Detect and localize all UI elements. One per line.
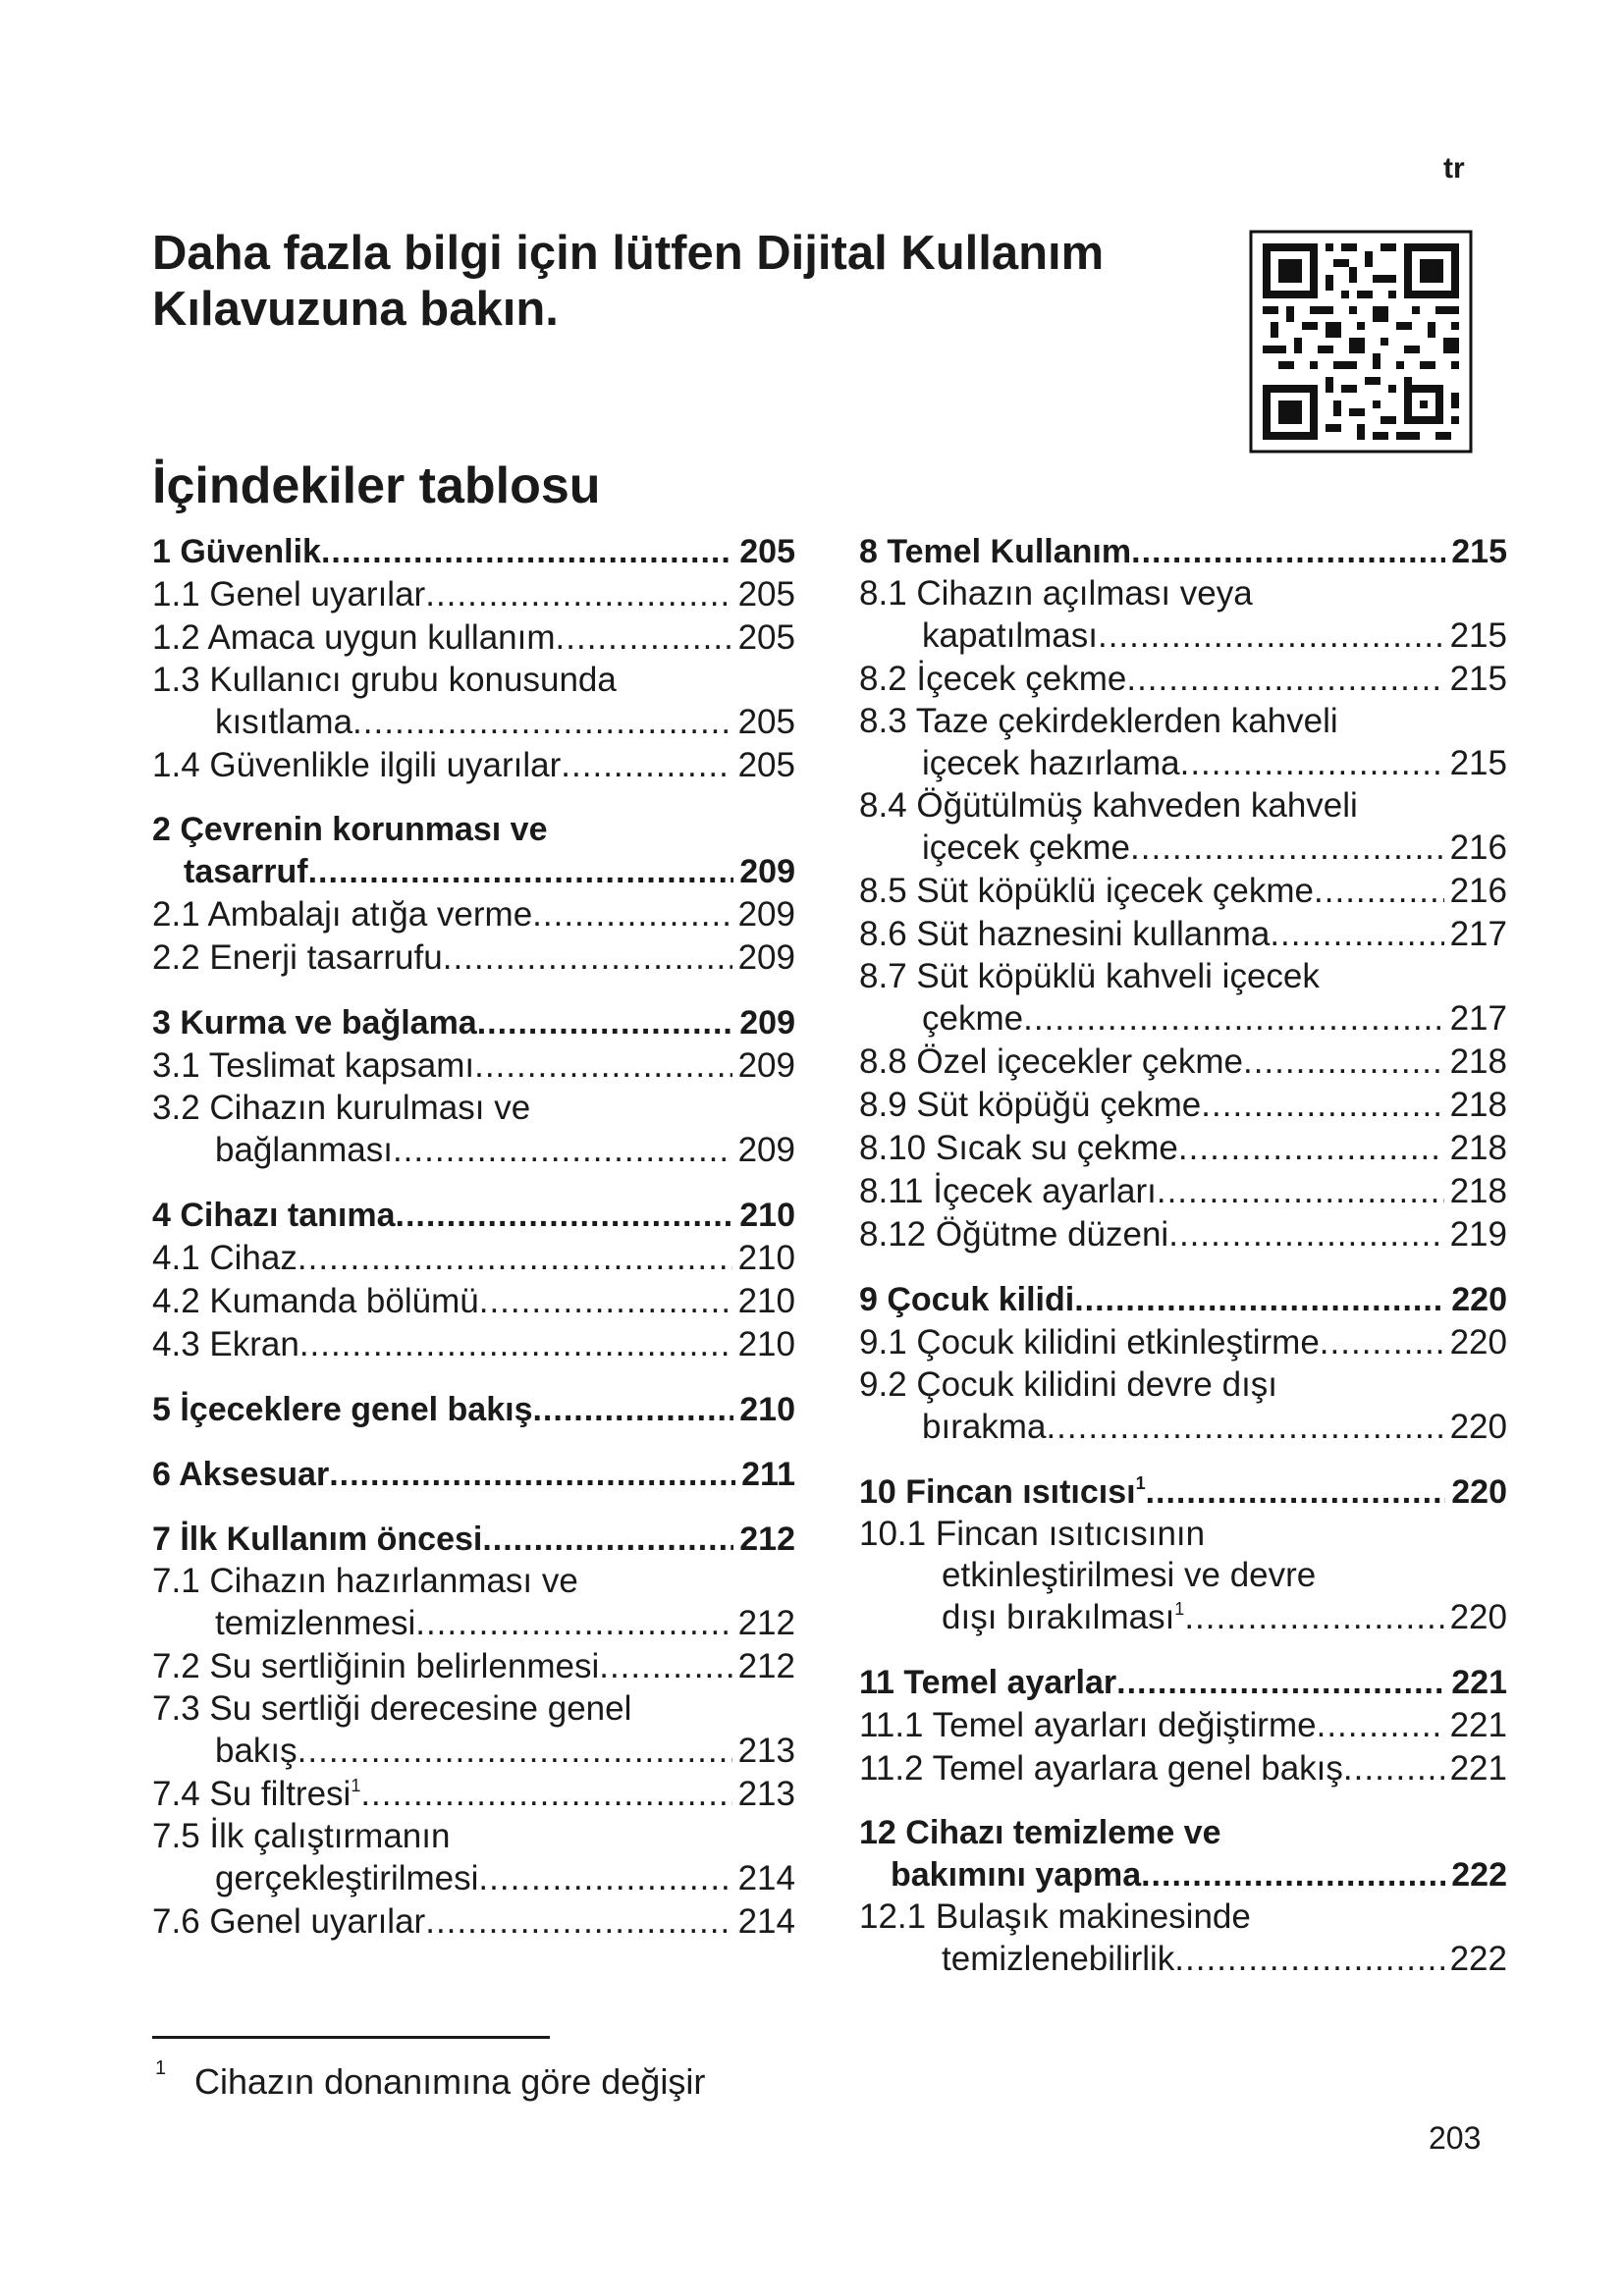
- entry-title: 2.1 Ambalajı atığa verme: [152, 895, 533, 934]
- entry-title-text: dışı bırakılması: [942, 1598, 1175, 1636]
- toc-entry-7-3[interactable]: [152, 1730, 795, 1773]
- entry-page: 210: [739, 1197, 795, 1234]
- toc-entry-12-line-1: 12 Cihazı temizleme ve: [859, 1814, 1221, 1851]
- toc-entry-9[interactable]: [859, 1278, 1507, 1321]
- toc-entry-2-line-1: 2 Çevrenin korunması ve: [152, 811, 548, 848]
- entry-page: 215: [1449, 616, 1507, 655]
- toc-entry-9-2-line-1: 9.2 Çocuk kilidini devre dışı: [859, 1365, 1278, 1404]
- toc-entry-8-6[interactable]: [859, 913, 1507, 956]
- toc-entry-8-1-line-1: 8.1 Cihazın açılması veya: [859, 574, 1253, 613]
- toc-entry-8[interactable]: [859, 530, 1507, 573]
- toc-title: İçindekiler tablosu: [152, 457, 601, 514]
- toc-entry-1-3-line-1: 1.3 Kullanıcı grubu konusunda: [152, 661, 617, 699]
- entry-page: 205: [737, 746, 795, 784]
- toc-entry-7-1-line-1: 7.1 Cihazın hazırlanması ve: [152, 1562, 578, 1600]
- entry-title: 4.3 Ekran: [152, 1325, 299, 1363]
- entry-title: 6 Aksesuar: [152, 1456, 330, 1493]
- toc-column-left: [152, 530, 795, 1965]
- entry-page: 210: [737, 1325, 795, 1363]
- toc-entry-6[interactable]: [152, 1453, 795, 1496]
- toc-entry-12[interactable]: [859, 1853, 1507, 1896]
- toc-entry-8-2[interactable]: [859, 658, 1507, 701]
- entry-title: bırakma: [922, 1408, 1047, 1446]
- entry-title: 7.6 Genel uyarılar: [152, 1902, 426, 1941]
- toc-section-1: [152, 530, 795, 787]
- entry-page: 209: [739, 853, 795, 890]
- toc-entry-3-1[interactable]: [152, 1044, 795, 1088]
- entry-page: 213: [737, 1775, 795, 1813]
- footnote-ref: 1: [351, 1776, 361, 1795]
- entry-page: 220: [1451, 1473, 1507, 1511]
- toc-column-right: [859, 530, 1507, 2002]
- entry-title: bakımını yapma: [891, 1856, 1142, 1894]
- entry-page: 221: [1449, 1706, 1507, 1744]
- entry-title: tasarruf: [184, 853, 308, 890]
- entry-title: içecek hazırlama: [922, 744, 1180, 782]
- entry-page: 209: [739, 1004, 795, 1041]
- toc-entry-11-1[interactable]: [859, 1704, 1507, 1747]
- heading-line-2: Kılavuzuna bakın.: [152, 283, 559, 336]
- entry-page: 213: [737, 1732, 795, 1770]
- toc-entry-3[interactable]: [152, 1001, 795, 1044]
- toc-entry-9-2[interactable]: [859, 1406, 1507, 1449]
- toc-entry-10[interactable]: [859, 1470, 1507, 1514]
- toc-section-6: [152, 1453, 795, 1496]
- qr-code-icon: [1247, 228, 1475, 455]
- footnote-ref: 1: [1174, 1599, 1185, 1619]
- footnote-divider: [152, 2036, 550, 2039]
- footnote-ref: 1: [1135, 1473, 1146, 1493]
- toc-entry-11-2[interactable]: [859, 1747, 1507, 1790]
- entry-title: 11.2 Temel ayarlara genel bakış: [859, 1749, 1343, 1788]
- toc-section-7: [152, 1518, 795, 1944]
- heading-line-1: Daha fazla bilgi için lütfen Dijital Kullanım: [152, 227, 1105, 280]
- entry-page: 220: [1449, 1598, 1507, 1636]
- toc-entry-2-2[interactable]: [152, 936, 795, 980]
- entry-page: 205: [739, 533, 795, 570]
- entry-title: bakış: [215, 1732, 298, 1770]
- entry-page: 215: [1451, 533, 1507, 570]
- toc-entry-9-1[interactable]: [859, 1321, 1507, 1364]
- entry-title: gerçekleştirilmesi: [215, 1859, 479, 1897]
- toc-entry-7-5[interactable]: [152, 1857, 795, 1900]
- entry-title: 1 Güvenlik: [152, 533, 321, 570]
- toc-entry-7-6[interactable]: [152, 1900, 795, 1944]
- toc-section-12: [859, 1812, 1507, 1981]
- entry-title: 7 İlk Kullanım öncesi: [152, 1521, 483, 1558]
- toc-entry-7-5-line-1: 7.5 İlk çalıştırmanın: [152, 1817, 451, 1855]
- entry-page: 209: [737, 895, 795, 934]
- entry-page: 210: [739, 1391, 795, 1428]
- toc-entry-7[interactable]: [152, 1518, 795, 1561]
- entry-page: 217: [1449, 915, 1507, 953]
- toc-entry-1-2[interactable]: [152, 616, 795, 660]
- toc-entry-1-3[interactable]: [152, 701, 795, 744]
- footnote-text: Cihazın donanımına göre değişir: [194, 2061, 706, 2102]
- entry-page: 221: [1449, 1749, 1507, 1788]
- entry-title: 7.2 Su sertliğinin belirlenmesi: [152, 1647, 600, 1685]
- toc-entry-5[interactable]: [152, 1388, 795, 1431]
- entry-title: 1.4 Güvenlikle ilgili uyarılar: [152, 746, 562, 784]
- toc-entry-4[interactable]: [152, 1194, 795, 1237]
- toc-entry-7-1[interactable]: [152, 1602, 795, 1645]
- entry-page: 205: [737, 703, 795, 741]
- entry-title: 4 Cihazı tanıma: [152, 1197, 396, 1234]
- toc-entry-1[interactable]: [152, 530, 795, 573]
- entry-title: 8.9 Süt köpüğü çekme: [859, 1086, 1202, 1124]
- entry-title: 8.2 İçecek çekme: [859, 660, 1127, 698]
- entry-title: 9.1 Çocuk kilidini etkinleştirme: [859, 1323, 1320, 1362]
- entry-page: 212: [737, 1604, 795, 1642]
- toc-entry-7-2[interactable]: [152, 1645, 795, 1688]
- entry-page: 209: [737, 1046, 795, 1085]
- entry-page: 210: [737, 1239, 795, 1277]
- entry-title: içecek çekme: [922, 828, 1131, 867]
- toc-entry-8-10[interactable]: [859, 1127, 1507, 1170]
- toc-entry-8-12[interactable]: [859, 1213, 1507, 1256]
- toc-entry-1-4[interactable]: [152, 744, 795, 787]
- entry-title: 3.1 Teslimat kapsamı: [152, 1046, 475, 1085]
- toc-entry-8-4[interactable]: [859, 827, 1507, 870]
- entry-title: 8.11 İçecek ayarları: [859, 1172, 1157, 1210]
- toc-entry-8-3[interactable]: [859, 742, 1507, 785]
- entry-page: 214: [737, 1902, 795, 1941]
- entry-title: [152, 1773, 360, 1816]
- entry-page: 222: [1449, 1940, 1507, 1978]
- toc-entry-8-7[interactable]: [859, 997, 1507, 1041]
- toc-entry-4-2[interactable]: [152, 1280, 795, 1323]
- entry-title: bağlanması: [215, 1131, 393, 1169]
- entry-page: 216: [1449, 828, 1507, 867]
- entry-title: 2.2 Enerji tasarrufu: [152, 938, 443, 977]
- toc-section-9: [859, 1278, 1507, 1449]
- entry-page: 215: [1449, 660, 1507, 698]
- entry-title: 5 İçeceklere genel bakış: [152, 1391, 533, 1428]
- entry-title: 4.2 Kumanda bölümü: [152, 1282, 479, 1320]
- entry-page: 217: [1449, 999, 1507, 1038]
- entry-title: 1.1 Genel uyarılar: [152, 575, 426, 614]
- entry-page: 220: [1449, 1323, 1507, 1362]
- entry-title: 8.6 Süt haznesini kullanma: [859, 915, 1271, 953]
- entry-title: 1.2 Amaca uygun kullanım: [152, 618, 556, 657]
- entry-title-text: 10 Fincan ısıtıcısı: [859, 1473, 1136, 1511]
- toc-entry-4-3[interactable]: [152, 1323, 795, 1366]
- language-code: tr: [1443, 152, 1465, 185]
- toc-entry-8-3-line-1: 8.3 Taze çekirdeklerden kahveli: [859, 702, 1338, 740]
- entry-page: 220: [1451, 1281, 1507, 1318]
- toc-entry-7-4[interactable]: [152, 1773, 795, 1816]
- toc-entry-8-7-line-1: 8.7 Süt köpüklü kahveli içecek: [859, 957, 1320, 995]
- entry-page: 216: [1449, 872, 1507, 910]
- toc-section-11: [859, 1661, 1507, 1790]
- footnote-mark: 1: [155, 2057, 167, 2079]
- entry-page: 218: [1449, 1172, 1507, 1210]
- entry-page: 209: [737, 938, 795, 977]
- entry-title: 11.1 Temel ayarları değiştirme: [859, 1706, 1317, 1744]
- toc-entry-10-1-line-1: 10.1 Fincan ısıtıcısının: [859, 1515, 1206, 1553]
- entry-title: 8.8 Özel içecekler çekme: [859, 1042, 1243, 1081]
- toc-entry-8-5[interactable]: [859, 870, 1507, 913]
- toc-entry-10-1[interactable]: [859, 1596, 1507, 1639]
- toc-entry-4-1[interactable]: [152, 1237, 795, 1280]
- toc-entry-10-1-line-2: etkinleştirilmesi ve devre: [942, 1556, 1317, 1594]
- entry-page: 209: [737, 1131, 795, 1169]
- digital-manual-heading: [152, 226, 1193, 338]
- entry-page: 220: [1449, 1408, 1507, 1446]
- toc-entry-3-2-line-1: 3.2 Cihazın kurulması ve: [152, 1089, 531, 1127]
- entry-title: [859, 1470, 1146, 1514]
- toc-entry-12-1[interactable]: [859, 1938, 1507, 1981]
- entry-title: 11 Temel ayarlar: [859, 1664, 1117, 1701]
- toc-entry-11[interactable]: [859, 1661, 1507, 1704]
- entry-title: 4.1 Cihaz: [152, 1239, 298, 1277]
- entry-title: 3 Kurma ve bağlama: [152, 1004, 477, 1041]
- entry-title: [942, 1596, 1184, 1639]
- toc-section-2: [152, 809, 795, 980]
- entry-page: 222: [1451, 1856, 1507, 1894]
- toc-entry-8-4-line-1: 8.4 Öğütülmüş kahveden kahveli: [859, 786, 1358, 825]
- toc-entry-2[interactable]: [152, 850, 795, 893]
- entry-page: 219: [1449, 1215, 1507, 1254]
- toc-section-5: [152, 1388, 795, 1431]
- toc-entry-8-11[interactable]: [859, 1170, 1507, 1213]
- entry-title: 9 Çocuk kilidi: [859, 1281, 1075, 1318]
- entry-title: temizlenebilirlik: [942, 1940, 1175, 1978]
- toc-entry-2-1[interactable]: [152, 893, 795, 936]
- toc-section-8: [859, 530, 1507, 1256]
- entry-page: 218: [1449, 1129, 1507, 1167]
- entry-page: 212: [737, 1647, 795, 1685]
- toc-entry-1-1[interactable]: [152, 573, 795, 616]
- entry-page: 221: [1451, 1664, 1507, 1701]
- entry-title: kapatılması: [922, 616, 1098, 655]
- entry-page: 210: [737, 1282, 795, 1320]
- toc-section-4: [152, 1194, 795, 1366]
- entry-page: 205: [737, 618, 795, 657]
- toc-entry-8-9[interactable]: [859, 1084, 1507, 1127]
- entry-title-text: 7.4 Su filtresi: [152, 1775, 352, 1813]
- entry-title: temizlenmesi: [215, 1604, 416, 1642]
- entry-page: 218: [1449, 1086, 1507, 1124]
- entry-page: 218: [1449, 1042, 1507, 1081]
- entry-page: 214: [737, 1859, 795, 1897]
- entry-title: 8.12 Öğütme düzeni: [859, 1215, 1169, 1254]
- toc-entry-8-8[interactable]: [859, 1041, 1507, 1084]
- page-number: 203: [1429, 2120, 1482, 2156]
- toc-entry-3-2[interactable]: [152, 1129, 795, 1172]
- entry-page: 205: [737, 575, 795, 614]
- entry-title: 8 Temel Kullanım: [859, 533, 1132, 570]
- entry-title: çekme: [922, 999, 1024, 1038]
- toc-entry-7-3-line-1: 7.3 Su sertliği derecesine genel: [152, 1689, 632, 1728]
- entry-title: 8.5 Süt köpüklü içecek çekme: [859, 872, 1315, 910]
- entry-page: 215: [1449, 744, 1507, 782]
- entry-title: 8.10 Sıcak su çekme: [859, 1129, 1178, 1167]
- toc-entry-8-1[interactable]: [859, 614, 1507, 658]
- entry-title: kısıtlama: [215, 703, 353, 741]
- toc-section-10: [859, 1470, 1507, 1639]
- toc-section-3: [152, 1001, 795, 1172]
- entry-page: 212: [739, 1521, 795, 1558]
- entry-page: 211: [741, 1456, 795, 1493]
- toc-entry-12-1-line-1: 12.1 Bulaşık makinesinde: [859, 1897, 1251, 1936]
